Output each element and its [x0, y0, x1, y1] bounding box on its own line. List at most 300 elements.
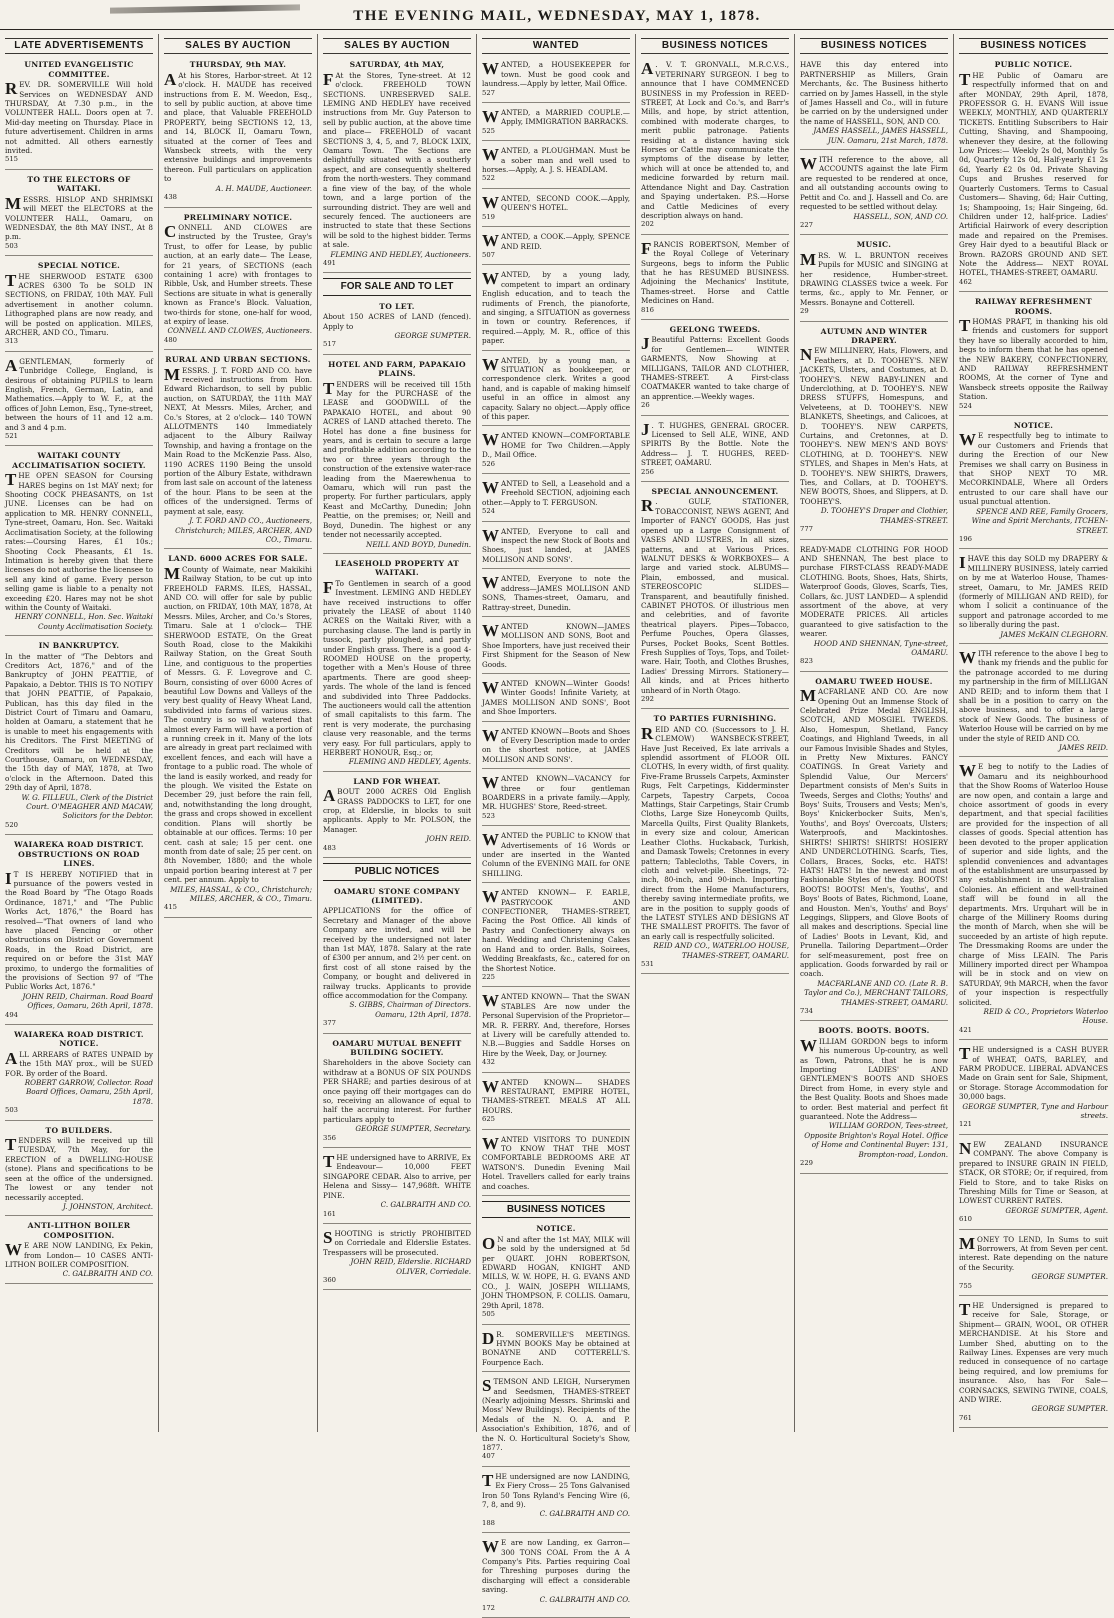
ad-title: MUSIC.	[856, 240, 892, 250]
ad-body	[323, 1058, 471, 1124]
ad-text: ANTED, a MARRIED COUPLE.—Apply, IMMIGRATION BARRACKS.	[501, 108, 630, 127]
drop-cap: W	[482, 773, 499, 793]
ad-body	[959, 1140, 1108, 1206]
advertisement	[323, 1037, 471, 1148]
advertisement	[482, 525, 630, 570]
ad-body	[482, 774, 630, 812]
ad-body	[323, 906, 471, 1000]
advertisement	[800, 1024, 948, 1173]
ad-number: 777	[800, 525, 813, 534]
drop-cap: W	[959, 430, 976, 450]
advertisement	[959, 1299, 1108, 1428]
ad-body	[641, 240, 789, 306]
drop-cap: M	[164, 364, 181, 384]
advertisement	[800, 153, 948, 235]
ad-body	[959, 71, 1108, 278]
ad-title: GEELONG TWEEDS.	[669, 324, 761, 334]
advertisement	[5, 58, 153, 169]
advertisement	[482, 106, 630, 141]
ad-signature: J. T. FORD AND CO., Auctioneers, Christchurch; MILES, ARCHER, AND CO., Timaru.	[175, 516, 312, 544]
ad-number: 524	[959, 401, 972, 410]
ad-text: ONEY TO LEND, In Sums to suit Borrowers, At from Seven per cent. interest. Rate depending on the nature of the Security.	[959, 1234, 1108, 1272]
ad-body	[164, 71, 312, 184]
drop-cap: J	[641, 334, 650, 354]
advertisement	[800, 543, 948, 672]
ad-text: E are now Landing, ex Garron— 300 TONS COAL From the A A Company's Pits. Parties requiring Coal for Threshing purposes during the discharging will effect a considerable saving.	[482, 1538, 630, 1595]
advertisement	[959, 1138, 1108, 1230]
ad-signature: HASSELL, SON, AND CO.	[853, 211, 948, 221]
ad-number: 462	[959, 277, 972, 286]
drop-cap: I	[5, 868, 12, 888]
drop-cap: M	[800, 249, 817, 269]
ad-signature: HENRY CONNELL, Hon. Sec. Waitaki County Acclimatisation Society.	[14, 612, 153, 631]
ad-number: 761	[959, 1413, 972, 1422]
ad-number: 523	[482, 811, 495, 820]
ad-signature: A. H. MAUDE, Auctioneer.	[215, 183, 312, 193]
ad-number: 734	[800, 1007, 813, 1015]
ad-body	[482, 431, 630, 459]
ad-text: ESSRS. HISLOP AND SHRIMSKI will MEET the ELECTORS at the VOLUNTEER HALL, Oamaru, on WEDNESDAY, the 8th MAY INST., At 8 p.m.	[5, 194, 153, 242]
drop-cap: W	[482, 59, 499, 79]
advertisement	[641, 419, 789, 482]
ad-signature: JOHN REID, Chairman. Road Board Offices, Oamaru, 26th April, 1878.	[22, 991, 153, 1011]
ad-text: BOUT 2000 ACRES Old English GRASS PADDOCKS to LET, for one crop, at Elderslie, in blocks to suit applicants. Apply to Mr. POLSON, the Manager.	[323, 787, 471, 834]
ad-text: HAVE this day SOLD my DRAPERY & MILLINERY BUSINESS, lately carried on by me at Waterloo House, Thames-street, Oamaru, to Mr. JAMES REID (formerly of MILLIGAN AND REID), for whom I solicit a continuance of the support and patronage accorded to me so liberally during the past.	[959, 554, 1108, 630]
ad-title: TO BUILDERS.	[45, 1125, 113, 1135]
ad-signature: C. GALBRAITH AND CO.	[539, 1509, 630, 1519]
drop-cap: F	[641, 238, 652, 258]
advertisement	[482, 268, 630, 350]
ad-body	[959, 431, 1108, 506]
advertisement	[482, 1470, 630, 1533]
drop-cap: I	[959, 553, 966, 573]
column	[795, 34, 954, 1432]
advertisement	[800, 675, 948, 1022]
ad-text: ANTED, Everyone to note the address—JAMES MOLLISON AND SONS, Thames-street, Oamaru, and Rattray-street, Dunedin.	[482, 574, 630, 612]
ad-text: E beg to notify to the Ladies of Oamaru and its neighbourhood that the Show Rooms of Waterloo House are now open, and contain a large and choice assortment of goods in every department, and that special facilities are provided for the inspection of all classes of goods. Special attention has been devoted to the proper application of superior and side lights, and the splendid conveniences and advantages of the establishment are unsurpassed by any establishment in the Australian Colonies. An efficient and well-trained staff will be found in all the departments. Mrs. Urquhart will be in charge of the Millinery Rooms during the month of March, when she will be succeeded by an artiste of high repute. The Dressmaking Rooms are under the charge of Miss LEAIN. The Paris Millinery imported direct per Whampoa will be in stock and on view on SATURDAY, 9th MARCH, when the favor of your inspection is respectfully solicited.	[959, 762, 1108, 1007]
advertisement	[482, 829, 630, 883]
ad-text: ACFARLANE AND CO. Are now Opening Out an Immense Stock of Celebrated Prize Medal ENGLISH, SCOTCH, AND MOSGIEL TWEEDS. Also, Homespun, Shetland, Fancy Coatings, and Highland Tweeds, in all our Famous Invisible Shades and Styles, in Pretty New Mixtures. FANCY COATINGS. In Great Variety and Splendid Value, Our Mercers' Department consists of Men's Suits in Tweeds, Serges and Cloths; Youths' and Boys' Suits, Trousers and Vests; Men's, Boys' Knickerbocker Suits, Men's, Youths', and Boys' Overcoats, Ulsters; Waterproofs, and Mackintoshes. SHIRTS! SHIRTS! SHIRTS! HOSIERY AND UNDERCLOTHING. Scarfs, Ties, Collars, Braces, Socks, etc. HATS! HATS! HATS! In the newest and most Fashionable Styles of the day. BOOTS! BOOTS! BOOTS! Men's, Youths', and Boys' Boots of Bates, Richmond, Loane, and Houston. Men's, Youths' and Boys' Leggings, Slippers, and Glove Boots of all makes and descriptions. Special line of Ladies' Boots in Levant, Kid, and Prunella. Tailoring Department—Order for self-measurement, post free on application. Goods forwarded by rail or coach.	[800, 687, 948, 979]
drop-cap: W	[482, 620, 499, 640]
ad-body	[482, 1538, 630, 1594]
ad-text: ANTED the PUBLIC to KNOW that Advertisements of 16 Words or under are inserted in the Wanted Column of the EVENING MAIL for ONE SHILLING.	[482, 831, 630, 878]
ad-title: OAMARU TWEED HOUSE.	[815, 676, 933, 686]
ad-number: 524	[482, 507, 495, 516]
drop-cap: W	[959, 761, 976, 781]
drop-cap: W	[482, 192, 499, 212]
drop-cap: O	[482, 1233, 496, 1253]
advertisement	[5, 1124, 153, 1217]
ad-text: . GULF, STATIONER, TOBACCONIST, NEWS AGENT, And Importer of FANCY GOODS, Has just opened up a Large Consignment of VASES AND LUSTRES, In all sizes, patterns, and at Various Prices. WALNUT DESKS & WORKBOXES— A large and varied stock. ALBUMS— Plain, embossed, and musical. STEREOSCOPIC SLIDES— Transparent, and beautifully finished. CABINET PHOTOS. Of illustrious men and celebrities, and of favorite theatrical players. Pipes—Tobacco, Perfume Pouches, Opera Glasses, Purses, Pocket Books, Scent Bottles. Fresh Supplies of Toys, Tops, and Toilet-ware. Hair, Tooth, and Clothes Brushes, Ladies' Dressing Mirrors. Stationery—All kinds, and at Prices hitherto unheard of in North Otago.	[641, 497, 789, 695]
drop-cap: T	[5, 1135, 17, 1155]
ad-signature: D. TOOHEY'S Draper and Clothier, THAMES-STREET.	[820, 506, 948, 525]
advertisement	[5, 1219, 153, 1283]
column	[636, 34, 795, 1432]
newspaper-title: THE EVENING MAIL, WEDNESDAY, MAY 1, 1878.	[353, 8, 761, 24]
ad-body	[482, 992, 630, 1058]
ad-body	[641, 335, 789, 401]
advertisement	[323, 775, 471, 858]
ad-text: ANTED, a HOUSEKEEPER for town. Must be good cook and laundress.—Apply by letter, Mail Office.	[482, 60, 630, 89]
column	[954, 34, 1113, 1432]
column-heading: SALES BY AUCTION	[323, 38, 471, 54]
drop-cap: W	[482, 478, 499, 498]
ad-body	[5, 471, 153, 612]
ad-text: GENTLEMAN, formerly of Tunbridge College, England, is desirous of obtaining PUPILS to learn English, French, German, Latin, and Mathematics.—Apply to W. F., at the offices of John Lemon, Esq., Tyne-street, between the hours of 11 and 12 a.m. and 3 and 4 p.m.	[5, 356, 153, 432]
ad-text: ANTED, by a young man, a SITUATION as bookkeeper, or correspondence clerk. Writes a good hand, and is capable of making himself useful in an office in almost any capacity. Salary no object.—Apply office of this paper.	[482, 355, 630, 421]
ad-body	[323, 380, 471, 540]
ad-signature: S. GIBBS, Chairman of Directors. Oamaru, 12th April, 1878.	[349, 1000, 471, 1019]
advertisement	[5, 259, 153, 352]
ad-body	[164, 565, 312, 885]
ad-text: EW MILLINERY, Hats, Flowers, and Feathers, at D. TOOHEY'S. NEW JACKETS, Ulsters, and Costumes, at D. TOOHEY'S. NEW BABY-LINEN and Underclothing, at D. TOOHEY'S. NEW DRESS STUFFS, Homespuns, and Velveteens, at D. TOOHEY'S. NEW BLANKETS, Sheetings, and Calicoes, at D. TOOHEY'S. NEW CARPETS, Curtains, and Cretonnes, at D. TOOHEY'S. NEW MEN'S AND BOYS' CLOTHING, at D. TOOHEY'S. NEW STYLES, and Shapes in Men's Hats, at D. TOOHEY'S. NEW SHIRTS, Drawers, Ties, and Collars, at D. TOOHEY'S. NEW BOOTS, Shoes, and Slippers, at D. TOOHEY'S.	[800, 346, 948, 506]
advertisement	[482, 677, 630, 722]
ad-body	[323, 312, 471, 331]
ad-number: 313	[5, 337, 18, 346]
ad-text: ENDERS will be received till 15th May for the PURCHASE of the LEASE and GOODWILL of the PAPAKAIO HOTEL, and about 90 ACRES of LAND attached thereto. The Hotel has done a fine business for years, and is certain to secure a large and profitable addition according to the two or three years through the construction of the extensive water-race leading from the Maerewhenua to Oamaru, which will run past the property. For further particulars, apply Keast and McCarthy, Dunedin; John Peattie, on the premises; or, Neill and Boyd, Dunedin. The highest or any tender not necessarily accepted.	[323, 379, 471, 540]
ad-body	[482, 60, 630, 88]
drop-cap: W	[482, 145, 499, 165]
ad-body	[800, 251, 948, 307]
ad-text: County of Waimate, near Makikihi Railway Station, to be cut up into FREEHOLD FARMS. ILES, HASSAL, AND CO. will offer for sale by public auction, on FRIDAY, 10th MAY, 1878, At Messrs. Miles, Archer, and Co.'s Stores, Timaru. Sale at 1 o'clock— THE SHERWOOD ESTATE, On the Great South Road, close to the Makikihi Railway Station, on the Great South Line, and contiguous to the properties of Messrs. G. F. Lovegrove and C. Bourn, consisting of over 6000 Acres of beautiful Low Downs and Valleys of the very best quality of Heavy Wheat Land, subdivided into farms of various sizes. The country is so well watered that almost every Farm will have a portion of a running creek in it. Many of the lots are already in great part reclaimed with excellent fences, and each will have a frontage to a public road. The whole of the land is easily worked, and ready for the plough. We visited the Estate on December 29, just before the rain fell, and, notwithstanding the long drought, the grass and crops showed in excellent condition. Plans will shortly be obtainable at our offices. Terms: 10 per cent. cash at sale; 15 per cent. one month from date of sale; 25 per cent. on 8th November, 1880; and the whole unpaid portion bearing interest at 7 per cent. per annum. Apply to	[164, 564, 312, 885]
ad-body	[5, 1050, 153, 1078]
ad-body	[482, 1330, 630, 1368]
advertisement	[323, 358, 471, 554]
ad-number: 610	[959, 1215, 972, 1224]
advertisement	[5, 355, 153, 447]
ad-text: HE Public of Oamaru are respectfully informed that on and after MONDAY, 29th April, 1878, PROFESSOR G. H. EVANS Will issue WEEKLY, MONTHLY, AND QUARTERLY TICKETS. Entitling Subscribers to Hair Cutting, Shaving, and Shampooing, whenever they desire, at the following Low Prices:— Weekly 2s 0d, Monthly 5s 0d, Quarterly 12s 0d, Half-yearly £1 2s 6d, Yearly £2 0s 0d. Private Shaving Cups and Brushes reserved for Quarterly Customers. Terms to Casual Customers— Shaving, 6d; Hair Cutting, 1s; Shampooing, 1s; Hair Singeing, 6d. Children under 12, half-price. Ladies' Artificial Hairwork of every description made and repaired on the Premises. Grey Hair dyed to a beautiful Black or Brown. RAZORS GROUND AND SET. Note the Address— NEXT ROYAL HOTEL, THAMES-STREET, OAMARU.	[959, 70, 1108, 278]
ad-body	[959, 1301, 1108, 1404]
ad-signature: FLEMING AND HEDLEY, Agents.	[348, 757, 471, 767]
advertisement	[323, 1227, 471, 1290]
ad-text: To Gentlemen in search of a good Investment. LEMING AND HEDLEY have received instructions to offer privately the LEASE of about 1140 ACRES on the Waitaki River, with a purchasing clause. The land is partly in tussock, partly ploughed, and partly under English grass. There is a good 4-ROOMED HOUSE on the property, together with a Men's House of three apartments. There are good sheep-yards. The whole of the land is fenced and subdivided into Three Paddocks. The auctioneers would call the attention of small capitalists to this farm. The rent is very moderate, the purchasing clause very reasonable, and the terms very easy. For full particulars, apply to HERBERT HONOUR, Esq.; or,	[323, 578, 471, 758]
drop-cap: J	[641, 419, 650, 439]
column-heading: LATE ADVERTISEMENTS	[5, 38, 153, 54]
ad-signature: C. GALBRAITH AND CO.	[380, 1200, 471, 1210]
ad-body	[482, 1235, 630, 1310]
ad-signature: C. GALBRAITH AND CO.	[62, 1269, 153, 1279]
drop-cap: T	[959, 1044, 971, 1064]
ad-body	[482, 1135, 630, 1191]
masthead	[0, 0, 1114, 30]
drop-cap: A	[5, 355, 18, 375]
ad-text: ITH reference to the above, all ACCOUNTS against the late Firm are requested to be rendered at once, and all outstanding accounts owing to Pettit and Co. and J. Hassell and Co. are requested to be settled without delay.	[800, 155, 948, 212]
ad-body	[959, 762, 1108, 1007]
ad-text: HE undersigned is a CASH BUYER of WHEAT, OATS, BARLEY, and FARM PRODUCE. LIBERAL ADVANCES Made on Grain sent for Sale, Shipment, or Storage. Storage Accommodation for 30,000 bags.	[959, 1045, 1108, 1102]
drop-cap: M	[164, 563, 181, 583]
ad-text: Beautiful Patterns: Excellent Goods for Gentlemen— WINTER GARMENTS, Now Showing at . MILLIGANS, TAILOR AND CLOTHIER, THAMES-STREET. A First-class COATMAKER wanted to take charge of an apprentice.—Weekly wages.	[641, 335, 789, 401]
advertisement	[323, 557, 471, 772]
ad-text: R. SOMERVILLE'S MEETINGS. HYMN BOOKS May be obtained at BONAYNE AND COTTERELL'S. Fourpence Each.	[482, 1329, 630, 1367]
drop-cap: T	[323, 1152, 335, 1172]
ad-number: 816	[641, 305, 654, 314]
ad-text: HE OPEN SEASON for Coursing HARES begins on 1st MAY next; for Shooting COCK PHEASANTS, on 1st JUNE. Licenses can be had on application to MR. HENRY CONNELL, Tyne-street, Oamaru, Hon. Sec. Waitaki Acclimatisation Society, at the following rates:—Coursing Hares, £1 10s.; Shooting Cock Pheasants, £1 1s. Intimation is hereby given that there licenses do not authorise the licensee to sell any kind of game. Every person selling game is liable to a penalty not exceeding £20. Hares may not be shot within the County of Waitaki.	[5, 471, 153, 612]
drop-cap: W	[482, 677, 499, 697]
ad-body	[959, 649, 1108, 743]
ad-number: 531	[641, 959, 654, 968]
ad-body	[323, 579, 471, 758]
ad-title: IN BANKRUPTCY.	[38, 641, 120, 651]
column-heading: BUSINESS NOTICES	[641, 38, 789, 54]
ad-signature: WILLIAM GORDON, Tees-street, Opposite Brighton's Royal Hotel. Office of Home and Continental Buyer: 131, Brompton-road, London.	[804, 1121, 948, 1159]
ad-number: 225	[482, 972, 495, 981]
ad-title: WAIAREKA ROAD DISTRICT. OBSTRUCTIONS ON ROAD LINES.	[14, 840, 144, 869]
ad-body	[641, 725, 789, 941]
drop-cap: T	[959, 1299, 971, 1319]
ad-text: ANTED KNOWN—VACANCY for three or four gentleman BOARDERS in a private family.—Apply, MR. HUGHES' Store, Reed-street.	[482, 774, 630, 812]
column	[318, 34, 477, 1432]
ad-body	[5, 80, 153, 155]
ad-title: TO THE ELECTORS OF WAITAKI.	[27, 174, 131, 194]
drop-cap: M	[5, 193, 22, 213]
ad-text: ANTED KNOWN—COMFORTABLE HOME for Two Children.—Apply D., Mail Office.	[482, 431, 630, 460]
ad-text: EV. DR. SOMERVILLE Will hold Services on WEDNESDAY AND THURSDAY, At 7.30 p.m., in the VOLUNTEER HALL. Doors open at 7. Mid-day meeting on Thursday. Place in future advertisement. Children in arms not admitted. All others earnestly invited.	[5, 80, 153, 156]
drop-cap: R	[5, 79, 18, 99]
advertisement	[164, 552, 312, 917]
advertisement	[5, 173, 153, 256]
ad-text: EID AND CO. (Successors to J. H. CLEMOW) WANSBECK-STREET, Have Just Received, Ex late arrivals a splendid assortment of FLOOR OIL CLOTHS, In every width, of first quality. Five-Frame Brussels Carpets, Axminster Rugs, Felt Carpetings, Kidderminster Carpets, Tapestry Carpets, Cocoa Mattings, Stair Carpetings, Stair Crumb Cloths, Large Size Honeycomb Quilts, Marcella Quilts, First Quality Blankets, in every size and colour, American Leather Cloths. Huckaback, Turkish, and Damask Towels; Cretonnes in every pattern; Tablecloths, Table Covers, in cloth and velvet-pile. Sheetings, 72-inch, 80-inch, and 90-inch. Importing direct from the Home Manufacturers, thereby saving intermediate profits, we are in the position to supply goods of the LATEST STYLES AND DESIGNS AT THE SMALLEST PROFITS. The favor of an early call is respectfully solicited.	[641, 724, 789, 941]
ad-title: OAMARU MUTUAL BENEFIT BUILDING SOCIETY.	[332, 1038, 462, 1057]
ad-body	[5, 652, 153, 793]
advertisement	[482, 1536, 630, 1618]
ad-signature: NEILL AND BOYD, Dunedin.	[366, 539, 471, 549]
ad-number: 26	[641, 401, 650, 410]
ad-text: ANTED VISITORS TO DUNEDIN TO KNOW THAT THE MOST COMFORTABLE BEDROOMS ARE AT WATSON'S. Dunedin Evening Mail Hotel. Travellers called for early trains and coaches.	[482, 1134, 630, 1191]
ad-text: ANTED KNOWN— That the SWAN STABLES Are now under the Personal Supervision of the Proprietor— MR. R. FERRY. And, therefore, Horses at Livery will be carefully attended to. N.B.—Buggies and Saddle Horses on Hire by the Week, Day, or Journey.	[482, 992, 630, 1058]
ad-number: 494	[5, 1010, 18, 1019]
drop-cap: T	[482, 1470, 494, 1490]
ad-number: 202	[641, 220, 654, 229]
advertisement	[959, 419, 1108, 549]
drop-cap: A	[5, 1048, 18, 1068]
ad-text: HOOTING is strictly PROHIBITED on Corriedale and Elderslie Estates. Trespassers will be prosecuted.	[323, 1228, 471, 1257]
advertisement	[482, 144, 630, 189]
column-heading: BUSINESS NOTICES	[800, 38, 948, 54]
ad-body	[482, 270, 630, 345]
advertisement	[482, 192, 630, 227]
ad-text: ANTED KNOWN— SHADES RESTAURANT, EMPIRE HOTEL, THAMES-STREET. MEALS AT ALL HOURS.	[482, 1077, 630, 1115]
drop-cap: W	[959, 647, 976, 667]
ad-number: 520	[5, 820, 18, 829]
advertisement	[482, 429, 630, 474]
drop-cap: W	[800, 1035, 817, 1055]
drop-cap: W	[482, 231, 499, 251]
ad-body	[323, 71, 471, 250]
advertisement	[323, 58, 471, 273]
ad-text: ILLIAM GORDON begs to inform his numerous Up-country, as well as Town, Patrons, that he is now Importing LADIES' AND GENTLEMEN'S BOOTS AND SHOES Direct from Home, in every style and the Best Quality. Boots and Shoes made to order. Best material and perfect fit guaranteed. Note the Address—	[800, 1036, 948, 1122]
ad-number: 256	[641, 467, 654, 476]
ad-text: HE undersigned have to ARRIVE, Ex Endeavour— 10,000 FEET SINGAPORE CEDAR. Also to arrive, per Helena and Sissy— 147,968ft. WHITE PINE.	[323, 1153, 471, 1200]
ad-number: 517	[323, 340, 336, 349]
ad-number: 823	[800, 657, 813, 666]
advertisement	[482, 772, 630, 826]
ad-signature: GEORGE SUMPTER.	[394, 330, 471, 340]
ad-body	[5, 1136, 153, 1202]
advertisement	[164, 211, 312, 351]
advertisement	[482, 477, 630, 522]
advertisement	[482, 725, 630, 770]
ad-number: 526	[482, 459, 495, 468]
section-heading: PUBLIC NOTICES	[323, 863, 471, 880]
ad-title: BOOTS. BOOTS. BOOTS.	[818, 1026, 930, 1036]
ad-body	[959, 1235, 1108, 1273]
advertisement	[482, 1328, 630, 1373]
drop-cap: W	[482, 525, 499, 545]
ad-text: READY-MADE CLOTHING FOR HOOD AND SHENNAN, The best place to purchase FIRST-CLASS READY-MADE CLOTHING. Boots, Shoes, Hats, Shirts, Waterproof Goods, Gloves, Scarfs, Ties, Collars, &c. JUST LANDED— A splendid assortment of the above, at very MODERATE PRICES. All articles guaranteed to give satisfaction to the wearer.	[800, 544, 948, 639]
ad-signature: J. JOHNSTON, Architect.	[62, 1201, 153, 1211]
advertisement	[482, 886, 630, 987]
ad-signature: HOOD AND SHENNAN, Tyne-street, OAMARU.	[813, 638, 948, 657]
advertisement	[641, 58, 789, 234]
ad-body	[641, 421, 789, 468]
ad-signature: JAMES HASSELL, JAMES HASSELL, JUN. Oamaru, 21st March, 1878.	[813, 126, 948, 145]
advertisement	[164, 58, 312, 207]
drop-cap: W	[800, 154, 817, 174]
ad-text: ANTED, Everyone to call and inspect the new Stock of Boots and Shoes, just landed, at JAMES MOLLISON AND SONS'.	[482, 526, 630, 564]
drop-cap: W	[482, 991, 499, 1011]
drop-cap: W	[482, 354, 499, 374]
ad-body	[482, 888, 630, 973]
ad-body	[800, 60, 948, 126]
ad-number: 377	[323, 1019, 336, 1028]
ad-title: RAILWAY REFRESHMENT ROOMS.	[975, 297, 1092, 316]
advertisement	[323, 885, 471, 1034]
ad-number: 292	[641, 695, 654, 703]
ad-number: 505	[482, 1310, 495, 1319]
drop-cap: W	[482, 269, 499, 289]
ad-text: E ARE NOW LANDING, Ex Pekin, from London— 10 CASES ANTI-LITHON BOILER COMPOSITION.	[5, 1241, 153, 1269]
advertisement	[323, 1151, 471, 1224]
drop-cap: S	[482, 1376, 492, 1396]
ad-text: Shareholders in the above Society can withdraw at a BONUS OF SIX POUNDS PER SHARE; and parties desirous of at once paying off their mortgages can do so, receiving an allowance of equal to half the accruing interest. For further particulars apply to	[323, 1058, 471, 1124]
ad-number: 29	[800, 307, 809, 316]
ad-number: 229	[800, 1159, 813, 1168]
ad-number: 407	[482, 1452, 495, 1461]
advertisement	[641, 238, 789, 320]
ad-text: At the Stores, Tyne-street. At 12 o'clock. FREEHOLD TOWN SECTIONS. UNRESERVED SALE. LEMING AND HEDLEY have received instructions from Mr. Guy Paterson to sell by public auction, at the above time and place— FREEHOLD of vacant SECTIONS 3, 4, 5, and 7, BLOCK LXIX, Oamaru Town. The Sections are delightfully situated with a southerly aspect, and are consequently sheltered from the north-westers. They command a fine view of the bay, of the whole town, and a large portion of the surrounding district. They are well and securely fenced. The auctioneers are instructed to state that these Sections will be sold to the highest bidder. Terms at sale.	[323, 70, 471, 250]
ad-body	[800, 346, 948, 506]
ad-title: AUTUMN AND WINTER DRAPERY.	[820, 326, 928, 345]
advertisement	[482, 230, 630, 265]
drop-cap: T	[323, 378, 335, 398]
advertisement	[482, 1222, 630, 1324]
section-heading: BUSINESS NOTICES	[482, 1201, 630, 1218]
drop-cap: W	[482, 573, 499, 593]
ad-body	[323, 787, 471, 834]
advertisement	[482, 354, 630, 427]
advertisement	[5, 449, 153, 636]
ad-text: ANTED, a COOK.—Apply, SPENCE AND REID.	[501, 232, 630, 251]
ad-text: RANCIS ROBERTSON, Member of the Royal College of Veterinary Surgeons, begs to inform the Public that he has RESUMED BUSINESS. Adjoining the Mechanics' Institute, Thames-street. Horse and Cattle Medicines on Hand.	[641, 239, 789, 306]
ad-body	[482, 146, 630, 174]
advertisement	[5, 1028, 153, 1121]
ad-text: ENDERS will be received up till TUESDAY, 7th May, for the ERECTION of a DWELLING-HOUSE (stone). Plans and specifications to be seen at the office of the undersigned. The lowest or any tender not necessarily accepted.	[5, 1136, 153, 1202]
advertisement	[482, 1133, 630, 1196]
ad-body	[482, 831, 630, 878]
ad-number: 503	[5, 241, 18, 250]
ad-title: ANTI-LITHON BOILER COMPOSITION.	[27, 1221, 131, 1240]
ad-body	[482, 479, 630, 507]
ad-text: HE undersigned are now LANDING, Ex Fiery Cross— 25 Tons Galvanised Iron 50 Tons Ryland's Fencing Wire (6, 7, 8, and 9).	[482, 1471, 630, 1509]
ad-signature: REID & CO., Proprietors Waterloo House.	[983, 1007, 1108, 1026]
ad-text: In the matter of "The Debtors and Creditors Act, 1876," and of the Bankruptcy of JOHN PEATTIE, of Papakaio, a Debtor. THIS IS TO NOTIFY that JOHN PEATTIE, of Papakaio, Publican, has this day filed in the District Court of Timaru and Oamaru, holden at Oamaru, a statement that he is unable to meet his engagements with his Creditors. The First MEETING of Creditors will be held at the Courthouse, Oamaru, on WEDNESDAY, the 15th day of MAY, 1878, at Two o'clock in the Afternoon. Dated this 29th day of April, 1878.	[5, 651, 153, 793]
ad-signature: MILES, HASSAL, & CO., Christchurch; MILES, ARCHER, & CO., Timaru.	[170, 884, 312, 903]
column-heading: SALES BY AUCTION	[164, 38, 312, 54]
advertisement	[959, 58, 1108, 292]
ad-body	[482, 356, 630, 422]
drop-cap: C	[164, 221, 177, 241]
ad-number: 755	[959, 1281, 972, 1290]
ad-text: ANTED, a PLOUGHMAN. Must be a sober man and well used to horses.—Apply, A. J. S. HEADLAM.	[482, 146, 630, 175]
ad-text: ESSRS. J. T. FORD AND CO. have received instructions from Hon. Edward Richardson, to sell by public auction, on SATURDAY, the 11th MAY NEXT, At Messrs. Miles, Archer, and Co.'s Stores, at 2 o'clock— 140 TOWN ALLOTMENTS 140 Immediately adjacent to the Albury Railway Township, and having a frontage on the Main Road to the McKenzie Pass. Also, 1190 ACRES 1190 Being the unsold portion of the Albury Estate, withdrawn from last sale on account of the lateness of the hour. Plans to be seen at the offices of the undersigned. Terms of payment at sale, easy.	[164, 365, 312, 516]
column	[477, 34, 636, 1613]
advertisement	[800, 325, 948, 540]
ad-signature: JOHN REID.	[426, 834, 471, 844]
drop-cap: W	[482, 430, 499, 450]
ad-signature: GEORGE SUMPTER, Agent.	[1005, 1205, 1108, 1215]
ad-body	[482, 1472, 630, 1510]
ad-title: SATURDAY, 4th MAY,	[349, 60, 445, 70]
ad-signature: JOHN REID, Elderslie. RICHARD OLIVER, Corriedale.	[350, 1257, 471, 1276]
drop-cap: M	[800, 686, 817, 706]
ad-text: ITH reference to the above I beg to thank my friends and the public for the patronage accorded to me during my partnership in the firm of MILLIGAN AND REID; and to inform them that I shall be in a position to carry on the above business, and to offer a large stock of New Goods. The business of Waterloo House will be carried on by me under the style of REID AND CO.	[959, 648, 1108, 743]
ad-text: LL ARREARS of RATES UNPAID by the 15th MAY prox., will be SUED FOR. By order of the Board.	[5, 1049, 153, 1078]
ad-body	[800, 545, 948, 639]
ad-text: EW ZEALAND INSURANCE COMPANY. The above Company is prepared to INSURE GRAIN IN FIELD, STACK, OR STORE; Or, if required, from Field to Store, and to take Risks on Threshing Mills for Time or Season, at LOWEST CURRENT RATES.	[959, 1139, 1108, 1206]
ad-body	[482, 679, 630, 717]
ad-text: . V. T. GRONVALL, M.R.C.V.S., VETERINARY SURGEON. I beg to announce that I have COMMENCED BUSINESS in my Profession in REED-STREET, At Lock and Co.'s, and Barr's Mills, and hope, by strict attention, combined with moderate charges, to merit public patronage. Patients residing at a distance having sick Horses or Cattle may communicate the symptoms of the disease by letter, which will at once be attended to, and medicine forwarded by return mail. Attendance Night and Day. Castration and Spaying undertaken. P.S.—Horse and Cattle Medicines of every description always on hand.	[641, 60, 789, 220]
drop-cap: W	[482, 1537, 499, 1557]
drop-cap: W	[482, 887, 499, 907]
ad-signature: REID AND CO., WATERLOO HOUSE, THAMES-STREET, OAMARU.	[653, 941, 789, 960]
ad-body	[800, 1037, 948, 1122]
section-heading: FOR SALE AND TO LET	[323, 278, 471, 295]
ad-signature: FLEMING AND HEDLEY, Auctioneers.	[330, 249, 471, 259]
ad-number: 525	[482, 126, 495, 135]
ad-body	[482, 108, 630, 127]
drop-cap: W	[482, 725, 499, 745]
ad-signature: GEORGE SUMPTER.	[1031, 1404, 1108, 1414]
drop-cap: F	[323, 69, 334, 89]
ad-title: SPECIAL ANNOUNCEMENT.	[651, 487, 779, 497]
advertisement	[959, 760, 1108, 1040]
ad-title: RURAL AND URBAN SECTIONS.	[165, 355, 311, 365]
ad-number: 172	[482, 1604, 495, 1613]
ad-number: 196	[959, 534, 972, 543]
ad-number: 432	[482, 1058, 495, 1067]
ad-signature: GEORGE SUMPTER, Secretary.	[355, 1124, 471, 1134]
ad-body	[482, 194, 630, 213]
advertisement	[641, 712, 789, 974]
ad-text: ANTED KNOWN— F. EARLE, PASTRYCOOK AND CONFECTIONER, THAMES-STREET, Facing the Post Office. All kinds of Pastry and Confectionery always on hand. Wedding and Christening Cakes on Hand and to order. Balls, Soirees, Wedding Breakfasts, &c., catered for on the Shortest Notice.	[482, 888, 630, 973]
column-heading: BUSINESS NOTICES	[959, 38, 1108, 54]
ad-text: HE Undersigned is prepared to receive for Sale, Storage, or Shipment— GRAIN, WOOL, OR OTHER MERCHANDISE. At his Store and Lumber Shed, abutting on to the Railway Lines. Expenses are very much reduced in consequence of no cartage being required, and low premiums for insurance. Also, has For Sale— CORNSACKS, SEWING TWINE, COALS, AND WIRE.	[959, 1300, 1108, 1405]
advertisement	[959, 1233, 1108, 1296]
ad-body	[5, 195, 153, 242]
ad-number: 625	[482, 1115, 495, 1124]
drop-cap: W	[482, 830, 499, 850]
advertisement	[482, 990, 630, 1072]
ad-body	[482, 1377, 630, 1452]
column-heading: WANTED	[482, 38, 630, 54]
advertisement	[164, 353, 312, 549]
ad-title: WAITAKI COUNTY ACCLIMATISATION SOCIETY.	[12, 451, 146, 470]
drop-cap: T	[959, 315, 971, 335]
ad-body	[323, 1153, 471, 1200]
drop-cap: W	[482, 1133, 499, 1153]
advertisement	[800, 58, 948, 150]
advertisement	[482, 1076, 630, 1130]
